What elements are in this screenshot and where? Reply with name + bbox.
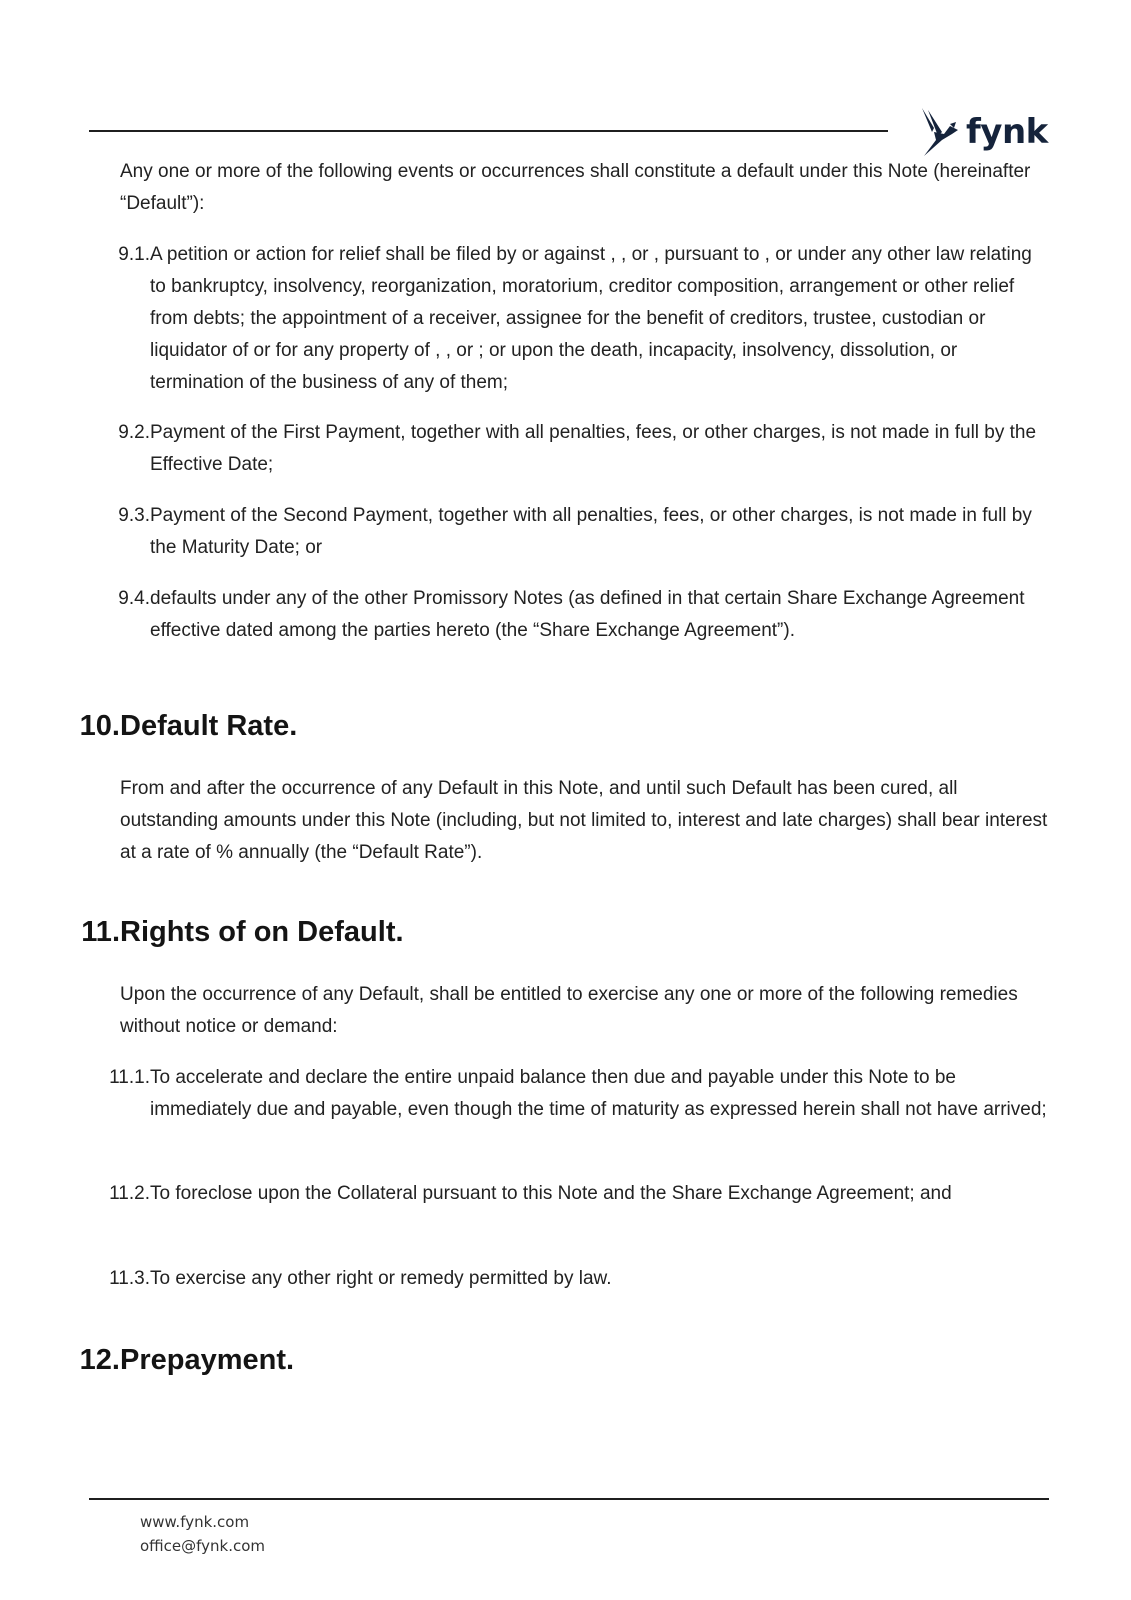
section-title: Default Rate.	[120, 710, 298, 742]
footer-email[interactable]: office@fynk.com	[140, 1537, 266, 1555]
item-number: 11.1.	[109, 1067, 150, 1088]
item-number: 11.2.	[109, 1183, 150, 1204]
item-text: To exercise any other right or remedy permitted by law.	[150, 1268, 612, 1289]
section-number: 12.	[79, 1344, 120, 1376]
bird-logo-icon	[920, 106, 962, 158]
section-title: Prepayment.	[120, 1344, 295, 1376]
item-text: Payment of the Second Payment, together with all penalties, fees, or other charges, is not made in full by the Maturity Date; or	[150, 505, 1032, 558]
default-intro: Any one or more of the following events or occurrences shall constitute a default under this Note (hereinafter “Default”):	[120, 161, 1031, 214]
item-text: To foreclose upon the Collateral pursuant to this Note and the Share Exchange Agreement; and	[150, 1183, 952, 1204]
section-number: 11.	[81, 916, 120, 948]
item-text: To accelerate and declare the entire unpaid balance then due and payable under this Note to be immediately due and payable, even though the time of maturity as expressed herein shall not have arrived;	[150, 1067, 1047, 1120]
item-number: 9.1.	[118, 244, 150, 265]
footer-divider	[89, 1498, 1049, 1500]
section-number: 10.	[79, 710, 120, 742]
logo-wordmark: fynk	[966, 112, 1048, 152]
section-heading	[0, 912, 1131, 952]
brand-logo	[920, 104, 1048, 160]
item-number: 9.4.	[118, 588, 150, 609]
item-text: Payment of the First Payment, together with all penalties, fees, or other charges, is not made in full by the Effective Date;	[150, 422, 1037, 475]
item-number: 9.2.	[118, 422, 150, 443]
section-heading	[0, 1340, 1131, 1380]
section-body: From and after the occurrence of any Default in this Note, and until such Default has been cured, all outstanding amounts under this Note (including, but not limited to, interest and late charges) shall bear interest at a rate of % annually (the “Default Rate”).	[120, 778, 1048, 863]
item-text: A petition or action for relief shall be filed by or against , , or , pursuant to , or under any other law relating to bankruptcy, insolvency, reorganization, moratorium, creditor composition, arrangement or other relief from debts; the appointment of a receiver, assignee for the benefit of creditors, trustee, custodian or liquidator of or for any property of , , or ; or upon the death, incapacity, insolvency, dissolution, or termination of the business of any of them;	[150, 244, 1032, 393]
item-text: defaults under any of the other Promissory Notes (as defined in that certain Share Exchange Agreement effective dated among the parties hereto (the “Share Exchange Agreement”).	[150, 588, 1025, 641]
section-title: Rights of on Default.	[120, 916, 404, 948]
item-number: 11.3.	[109, 1268, 150, 1289]
footer-website[interactable]: www.fynk.com	[140, 1513, 250, 1531]
section-heading	[0, 706, 1131, 746]
item-number: 9.3.	[118, 505, 150, 526]
header-divider	[89, 130, 888, 132]
section-body: Upon the occurrence of any Default, shall be entitled to exercise any one or more of the following remedies without notice or demand:	[120, 984, 1018, 1037]
